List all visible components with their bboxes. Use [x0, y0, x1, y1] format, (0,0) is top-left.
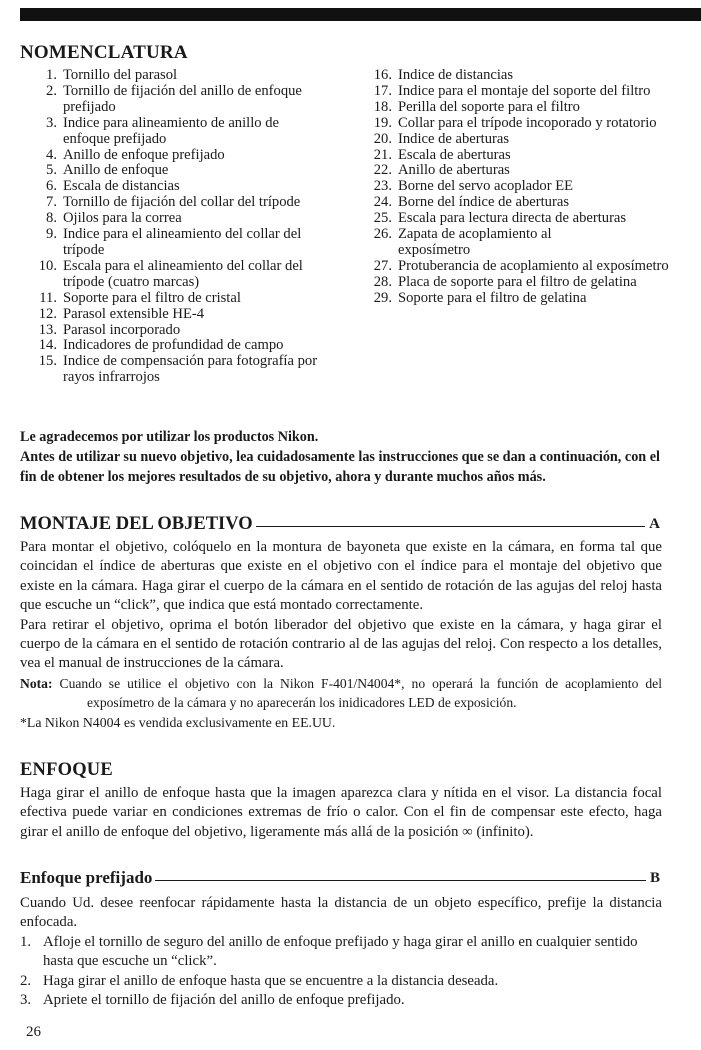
- montaje-body: [20, 538, 662, 732]
- montaje-footnote: *La Nikon N4004 es vendida exclusivamente en EE.UU.: [20, 714, 336, 730]
- enfoque-body: [20, 784, 662, 842]
- list-item: 7. Tornillo de fijación del collar del trípode: [46, 194, 301, 211]
- list-item: 15. Indice de compensación para fotografía por rayos infrarrojos: [38, 353, 318, 386]
- list-item: 20. Indice de aberturas: [373, 130, 510, 147]
- section-heading-montaje: [20, 514, 660, 535]
- list-item: 3. Apriete el tornillo de fijación del anillo de enfoque prefijado.: [20, 992, 405, 1009]
- list-item: 4. Anillo de enfoque prefijado: [46, 146, 225, 163]
- intro-thanks: Le agradecemos por utilizar los productos Nikon.: [20, 429, 319, 445]
- list-item: 1. Afloje el tornillo de seguro del anillo de enfoque prefijado y haga girar el anillo en cualquier sentido hasta que escuche un “click”.: [20, 934, 638, 970]
- heading-rule: [155, 880, 646, 881]
- list-item: 13. Parasol incorporado: [38, 321, 181, 338]
- section-title: MONTAJE DEL OBJETIVO: [20, 514, 253, 534]
- list-item: 5. Anillo de enfoque: [46, 162, 169, 179]
- section-heading-prefijado: [20, 868, 660, 888]
- list-item: 16. Indice de distancias: [373, 67, 514, 83]
- prefijado-paragraph: Cuando Ud. desee reenfocar rápidamente hasta la distancia de un objeto específico, prefije la distancia enfocada.: [20, 895, 662, 931]
- list-item: 27. Protuberancia de acoplamiento al exposímetro: [373, 257, 669, 274]
- note-text: Cuando se utilice el objetivo con la Nikon F-401/N4004*, no operará la función de acoplamiento del exposímetro de la cámara y no aparecerán los inidicadores LED de exposición.: [59, 675, 662, 711]
- list-item: 1. Tornillo del parasol: [46, 67, 178, 83]
- list-item: 28. Placa de soporte para el filtro de gelatina: [373, 273, 637, 290]
- nomenclature-heading: NOMENCLATURA: [20, 42, 188, 63]
- list-item: 2. Haga girar el anillo de enfoque hasta que se encuentre a la distancia deseada.: [20, 972, 499, 989]
- nomenclature-list-left: [20, 68, 365, 386]
- intro-text: [20, 427, 660, 487]
- list-item: 22. Anillo de aberturas: [373, 162, 510, 179]
- list-item: 19. Collar para el trípode incoporado y rotatorio: [373, 114, 657, 131]
- montaje-paragraph-1: Para montar el objetivo, colóquelo en la montura de bayoneta que existe en la cámara, en forma tal que coincidan el índice de aberturas que existe en el objetivo con el índice para el montaje del objetivo que existe en la cámara. Haga girar el cuerpo de la cámara en el sentido de rotación de las agujas del reloj hasta que escuche un “click”, que indica que está montado correctamente.: [20, 539, 662, 614]
- list-item: 10. Escala para el alineamiento del collar del trípode (cuatro marcas): [38, 257, 303, 290]
- list-item: 2. Tornillo de fijación del anillo de enfoque prefijado: [46, 82, 302, 115]
- page-number: 26: [26, 1024, 41, 1040]
- list-item: 11. Soporte para el filtro de cristal: [39, 289, 241, 306]
- nomenclature-list-right: [355, 68, 675, 307]
- list-item: 14. Indicadores de profundidad de campo: [38, 337, 284, 354]
- prefijado-intro: [20, 894, 662, 933]
- list-item: 26. Zapata de acoplamiento al exposímetro: [373, 226, 552, 258]
- note-label: Nota:: [20, 675, 53, 691]
- list-item: 9. Indice para el alineamiento del collar del trípode: [46, 226, 302, 258]
- section-letter: B: [649, 869, 660, 886]
- list-item: 6. Escala de distancias: [46, 178, 180, 195]
- list-item: 23. Borne del servo acoplador EE: [373, 178, 574, 195]
- heading-rule: [256, 526, 646, 527]
- list-item: 25. Escala para lectura directa de aberturas: [373, 210, 627, 227]
- montaje-note: [20, 674, 662, 713]
- list-item: 17. Indice para el montaje del soporte del filtro: [373, 82, 651, 99]
- top-scan-bar: [20, 8, 701, 21]
- section-letter: A: [649, 516, 660, 532]
- intro-instructions: Antes de utilizar su nuevo objetivo, lea cuidadosamente las instrucciones que se dan a continuación, con el fin de obtener los mejores resultados de su objetivo, ahora y durante muchos años más.: [20, 449, 660, 485]
- list-item: 29. Soporte para el filtro de gelatina: [373, 289, 587, 306]
- section-title: Enfoque prefijado: [20, 868, 153, 887]
- prefijado-steps: [20, 933, 662, 1011]
- enfoque-paragraph: Haga girar el anillo de enfoque hasta que la imagen aparezca clara y nítida en el visor. La distancia focal efectiva puede variar en condiciones extremas de frío o calor. Con el fin de compensar este efecto, haga girar el anillo de enfoque del objetivo, ligeramente más allá de la posición ∞ (infinito).: [20, 785, 662, 840]
- montaje-paragraph-2: Para retirar el objetivo, oprima el botón liberador del objetivo que existe en la cámara, y haga girar el cuerpo de la cámara en el sentido de rotación contrario al de las agujas del reloj. Con respecto a los detalles, vea el manual de instrucciones de la cámara.: [20, 616, 662, 672]
- list-item: 3. Indice para alineamiento de anillo de enfoque prefijado: [46, 114, 279, 147]
- section-heading-enfoque: ENFOQUE: [20, 760, 113, 780]
- list-item: 18. Perilla del soporte para el filtro: [373, 98, 580, 115]
- list-item: 21. Escala de aberturas: [373, 146, 511, 163]
- list-item: 24. Borne del índice de aberturas: [373, 194, 569, 211]
- list-item: 12. Parasol extensible HE-4: [38, 305, 205, 322]
- list-item: 8. Ojilos para la correa: [46, 210, 182, 227]
